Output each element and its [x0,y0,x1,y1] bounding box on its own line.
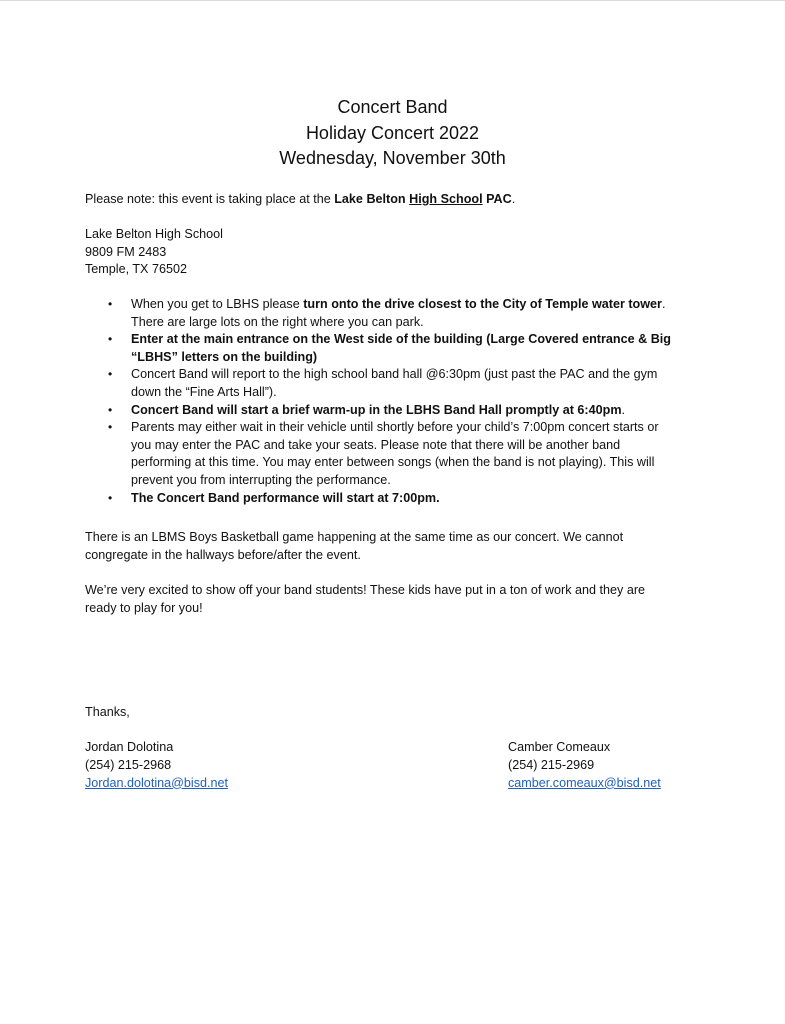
bullet-text: Parents may either wait in their vehicle until shortly before your child’s 7:00pm concert starts or [131,420,659,435]
contact-phone: (254) 215-2969 [508,757,595,772]
bullet-bold-text: The Concert Band performance will start at 7:00pm. [131,490,440,505]
bullet-text-line2: down the “Fine Arts Hall”). [131,384,277,399]
title-line-date: Wednesday, November 30th [279,148,506,168]
list-item [108,490,731,508]
paragraph-line: We’re very excited to show off your band students! These kids have put in a ton of work and they are [85,583,646,597]
address-line-name: Lake Belton High School [85,227,223,241]
bullet-icon: • [108,297,113,311]
paragraph-line: There is an LBMS Boys Basketball game happening at the same time as our concert. We cannot [85,530,624,544]
location-note [85,191,515,209]
bullet-bold-text: Enter at the main entrance on the West side of the building (Large Covered entrance & Big [131,332,671,347]
basketball-paragraph [85,529,623,564]
bullet-text-line3: performing at this time. You may enter between songs (when the band is not playing). This will [131,455,655,470]
address-line-street: 9809 FM 2483 [85,244,167,259]
note-suffix: . [511,192,516,206]
bullet-text-line2: you may enter the PAC and take your seats. Please note that there will be another band [131,437,621,452]
bullet-text-end: . [621,402,626,417]
contact-name: Jordan Dolotina [85,740,174,754]
bullet-icon: • [108,367,113,382]
bullet-icon: • [108,420,113,435]
contact-email-link[interactable]: Jordan.dolotina@bisd.net [85,775,229,790]
bullet-bold-text: turn onto the drive closest to the City of Temple water tower [303,297,662,311]
list-item [108,402,731,420]
closing-thanks: Thanks, [85,705,130,719]
contact-camber [508,739,661,792]
excited-paragraph [85,582,645,617]
list-item [108,366,731,401]
bullet-icon: • [108,490,113,505]
document-title [0,95,785,172]
contact-phone: (254) 215-2968 [85,757,172,772]
title-line-band: Concert Band [337,97,448,117]
bullet-bold-text-line2: “LBHS” letters on the building) [131,349,318,364]
bullet-text-line4: prevent you from interrupting the performance. [131,472,391,487]
list-item [108,331,731,366]
bullet-bold-text: Concert Band will start a brief warm-up in the LBHS Band Hall promptly at 6:40pm [131,402,622,417]
note-bold-pac: PAC [482,192,512,206]
address-block [85,226,223,279]
paragraph-line: ready to play for you! [85,600,203,615]
instructions-list [108,296,731,507]
bullet-text: When you get to LBHS please [131,297,304,311]
bullet-text-end: . [661,297,666,311]
contact-email-link[interactable]: camber.comeaux@bisd.net [508,775,661,790]
list-item [108,419,731,489]
contact-name: Camber Comeaux [508,740,611,754]
contact-jordan [85,739,228,792]
bullet-text-line2: There are large lots on the right where you can park. [131,314,424,329]
list-item [108,296,731,331]
title-line-event: Holiday Concert 2022 [305,122,480,143]
note-prefix: Please note: this event is taking place at the [85,192,335,206]
address-line-city: Temple, TX 76502 [85,262,187,276]
note-underlined: High School [409,192,483,206]
paragraph-line: congregate in the hallways before/after the event. [85,547,361,562]
note-bold-school: Lake Belton [334,192,410,206]
bullet-icon: • [108,402,113,417]
bullet-text: Concert Band will report to the high school band hall @6:30pm (just past the PAC and the gym [131,367,658,382]
bullet-icon: • [108,332,113,347]
